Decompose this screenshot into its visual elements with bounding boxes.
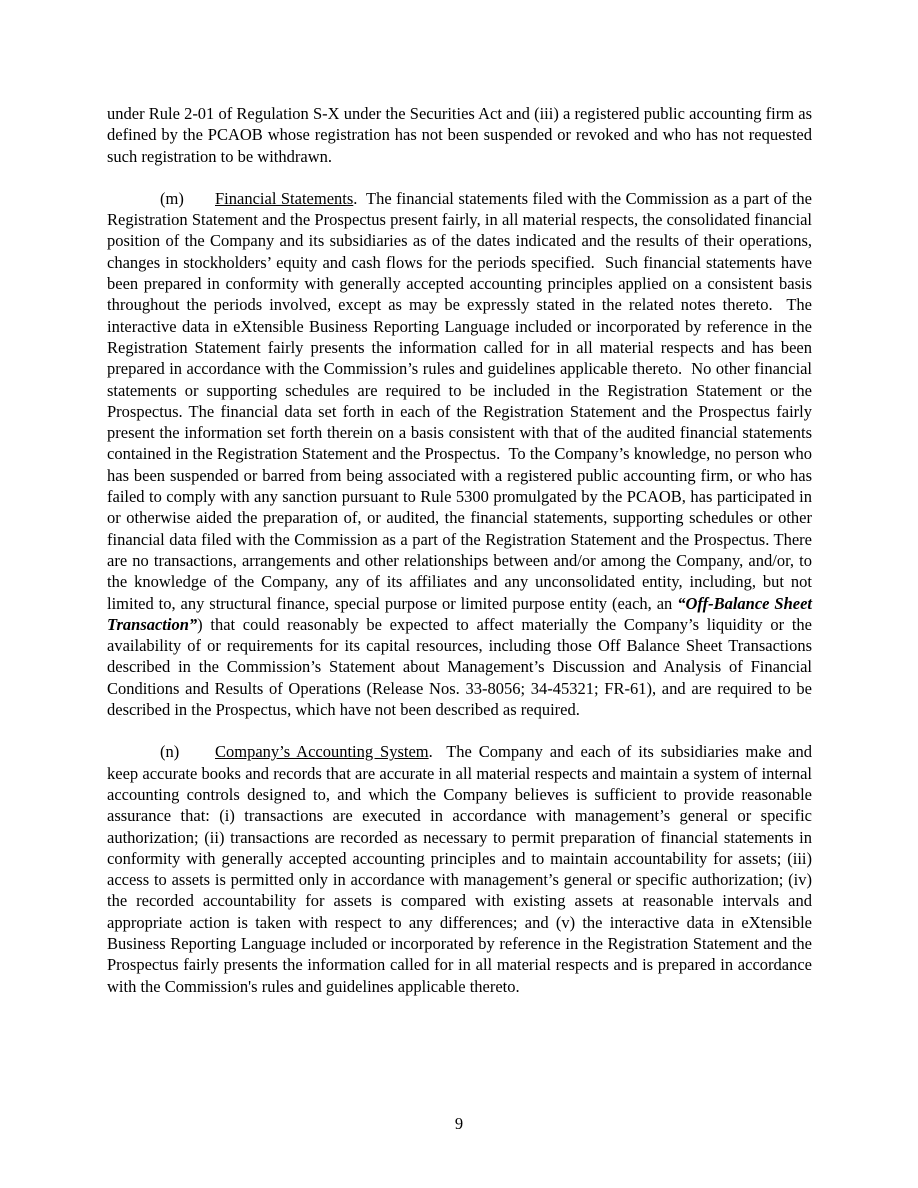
section-n-label: (n) [160,742,180,762]
section-m-heading: Financial Statements [215,188,354,208]
section-m-paragraph [107,188,817,720]
section-n-body: . The Company and each of its subsidiaries make and keep accurate books and records that are accurate in all material respects and maintain a system of internal accounting controls designed to, and which the Company believes is sufficient to provide reasonable assurance that: (i) transactions are executed in accordance with management’s general or specific authorization; (ii) transactions are recorded as necessary to permit preparation of financial statements in conformity with generally accepted accounting principles and to maintain accountability for assets; (iii) access to assets is permitted only in accordance with management’s general or specific authorization; (iv) the recorded accountability for assets is compared with existing assets at reasonable intervals and appropriate action is taken with respect to any differences; and (v) the interactive data in eXtensible Business Reporting Language included or incorporated by reference in the Registration Statement and the Prospectus fairly presents the information called for in all material respects and is prepared in accordance with the Commission's rules and guidelines applicable thereto. [107,742,817,996]
page-number: 9 [454,1113,464,1133]
page-footer [0,1113,918,1134]
paragraph-continuation [107,103,817,167]
off-balance-sheet-transaction-phrase: “Off-Balance Sheet Transaction” [107,593,817,634]
section-m-body-part1: . The financial statements filed with the Commission as a part of the Registration Statement and the Prospectus present fairly, in all material respects, the consolidated financial position of the Company and its subsidiaries as of the dates indicated and the results of their operations, changes in stockholders’ equity and cash flows for the periods specified. Such financial statements have been prepared in conformity with generally accepted accounting principles applied on a consistent basis throughout the periods involved, except as may be expressly stated in the related notes thereto. The interactive data in eXtensible Business Reporting Language included or incorporated by reference in the Registration Statement fairly presents the information called for in all material respects and has been prepared in accordance with the Commission’s rules and guidelines applicable thereto. No other financial statements or supporting schedules are required to be included in the Registration Statement or the Prospectus. The financial data set forth in each of the Registration Statement and the Prospectus fairly present the information set forth therein on a basis consistent with that of the audited financial statements contained in the Registration Statement and the Prospectus. To the Company’s knowledge, no person who has been suspended or barred from being associated with a registered public accounting firm, or who has failed to comply with any sanction pursuant to Rule 5300 promulgated by the PCAOB, has participated in or otherwise aided the preparation of, or audited, the financial statements, supporting schedules or other financial data filed with the Commission as a part of the Registration Statement and the Prospectus. There are no transactions, arrangements and other relationships between and/or among the Company, and/or, to the knowledge of the Company, any of its affiliates and any unconsolidated entity, including, but not limited to, any structural finance, special purpose or limited purpose entity (each, an [107,188,817,613]
section-m-label: (m) [160,188,184,208]
section-n-heading: Company’s Accounting System [215,742,429,762]
section-m-body-part2: ) that could reasonably be expected to affect materially the Company’s liquidity or the availability of or requirements for its capital resources, including those Off Balance Sheet Transactions described in the Commission’s Statement about Management’s Discussion and Analysis of Financial Conditions and Results of Operations (Release Nos. 33-8056; 34-45321; FR-61), and are required to be described in the Prospectus, which have not been described as required. [107,614,817,720]
paragraph-continuation-text: under Rule 2-01 of Regulation S-X under the Securities Act and (iii) a registered public accounting firm as defined by the PCAOB whose registration has not been suspended or revoked and who has not requested such registration to be withdrawn. [107,104,817,166]
section-n-paragraph [107,741,817,997]
